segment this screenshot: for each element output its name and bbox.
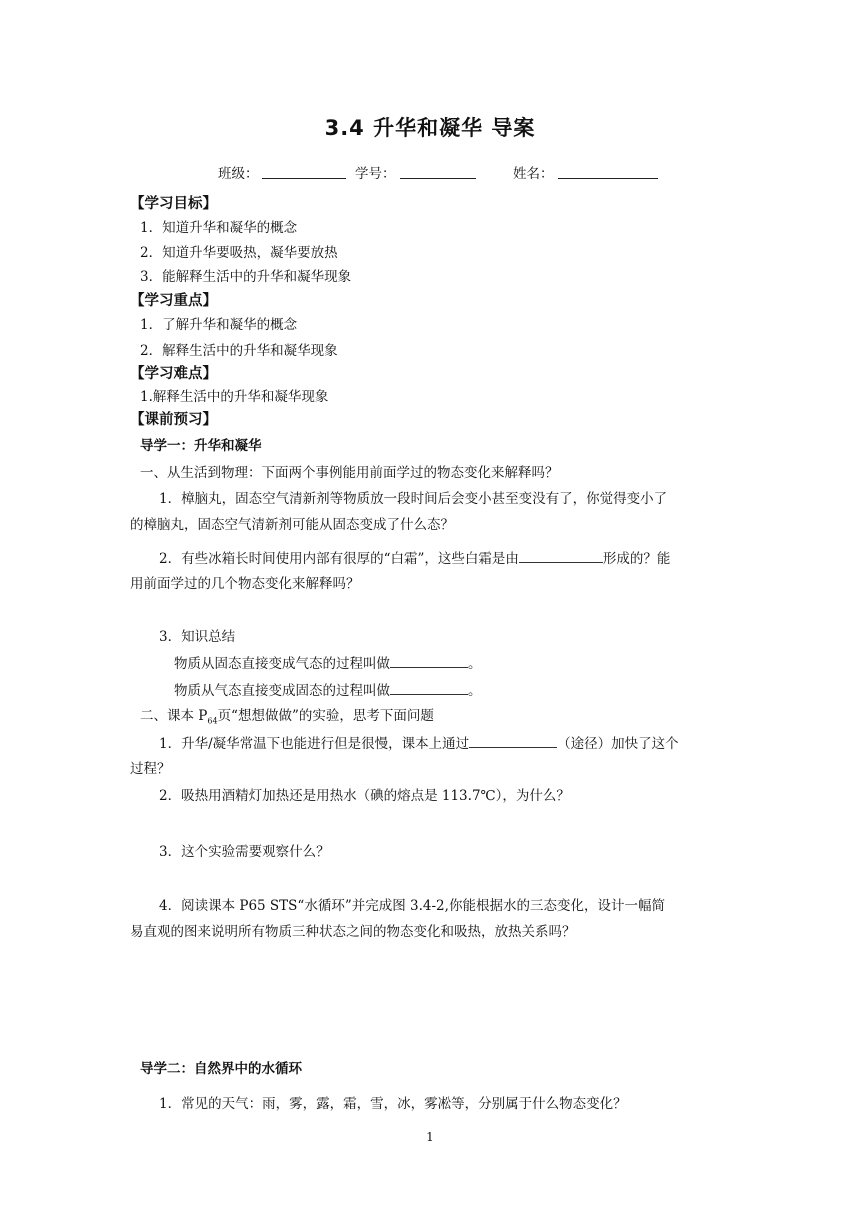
question-3: 3．知识总结 bbox=[159, 629, 236, 645]
summary-sublimation bbox=[174, 653, 482, 674]
goal-item: 1．知道升华和凝华的概念 bbox=[140, 220, 298, 236]
part2-q1-text-a: 1．升华/凝华常温下也能进行但是很慢，课本上通过 bbox=[159, 736, 470, 752]
summary-deposition bbox=[174, 680, 482, 701]
class-blank[interactable] bbox=[262, 162, 346, 179]
preview-heading: 【课前预习】 bbox=[130, 412, 217, 428]
period: 。 bbox=[468, 656, 482, 672]
question-2-text-a: 2．有些冰箱长时间使用内部有很厚的“白霜”，这些白霜是由 bbox=[159, 551, 519, 567]
page-number: 1 bbox=[426, 1130, 434, 1144]
difficulties-heading: 【学习难点】 bbox=[130, 366, 217, 382]
question-2-line-1 bbox=[159, 548, 670, 569]
part2-q4-line-2: 易直观的图来说明所有物质三种状态之间的物态变化和吸热，放热关系吗？ bbox=[130, 924, 576, 940]
page-title: 3.4 升华和凝华 导案 bbox=[324, 116, 536, 140]
part2-q1-text-b: （途径）加快了这个 bbox=[557, 736, 679, 752]
guide2-title: 导学二：自然界中的水循环 bbox=[140, 1061, 302, 1077]
goals-heading: 【学习目标】 bbox=[130, 196, 217, 212]
summary-sublimation-text: 物质从固态直接变成气态的过程叫做 bbox=[174, 656, 390, 672]
part2-q3: 3．这个实验需要观察什么？ bbox=[159, 844, 330, 860]
guide1-title: 导学一：升华和凝华 bbox=[140, 438, 262, 454]
name-label: 姓名： bbox=[513, 166, 554, 182]
summary-deposition-text: 物质从气态直接变成固态的过程叫做 bbox=[174, 683, 390, 699]
question-2-blank[interactable] bbox=[519, 548, 603, 563]
question-2-text-b: 形成的？能 bbox=[602, 551, 671, 567]
key-point-item: 1．了解升华和凝华的概念 bbox=[140, 317, 298, 333]
part1-question: 一、从生活到物理：下面两个事例能用前面学过的物态变化来解释吗？ bbox=[140, 465, 559, 481]
method-blank[interactable] bbox=[469, 733, 557, 748]
goal-item: 3．能解释生活中的升华和凝华现象 bbox=[140, 269, 352, 285]
part2-q4-line-1: 4．阅读课本 P65 STS“水循环”并完成图 3.4-2,你能根据水的三态变化，设计一幅简 bbox=[159, 898, 665, 914]
part2-question bbox=[140, 706, 434, 732]
part2-q1-line-1 bbox=[159, 733, 679, 754]
student-id-blank[interactable] bbox=[400, 162, 476, 179]
period: 。 bbox=[468, 683, 482, 699]
key-point-item: 2．解释生活中的升华和凝华现象 bbox=[140, 343, 338, 359]
goal-item: 2．知道升华要吸热，凝华要放热 bbox=[140, 245, 338, 261]
deposition-blank[interactable] bbox=[390, 680, 468, 695]
question-1-line-1: 1．樟脑丸，固态空气清新剂等物质放一段时间后会变小甚至变没有了，你觉得变小了 bbox=[159, 491, 668, 507]
difficulty-item: 1.解释生活中的升华和凝华现象 bbox=[140, 389, 329, 405]
question-1-line-2: 的樟脑丸，固态空气清新剂可能从固态变成了什么态？ bbox=[130, 517, 454, 533]
key-points-heading: 【学习重点】 bbox=[130, 293, 217, 309]
page-subscript: 64 bbox=[207, 716, 218, 726]
class-label: 班级： bbox=[218, 166, 259, 182]
student-id-label: 学号： bbox=[355, 166, 396, 182]
part2-text-a: 二、课本 P bbox=[140, 708, 208, 724]
name-blank[interactable] bbox=[558, 162, 658, 179]
guide2-question-1: 1．常见的天气：雨，雾，露，霜，雪，冰，雾凇等，分别属于什么物态变化？ bbox=[159, 1096, 627, 1112]
part2-q1-line-2: 过程？ bbox=[130, 761, 171, 777]
part2-text-b: 页“想想做做”的实验，思考下面问题 bbox=[217, 708, 434, 724]
part2-q2: 2．吸热用酒精灯加热还是用热水（碘的熔点是 113.7℃），为什么？ bbox=[159, 788, 570, 804]
sublimation-blank[interactable] bbox=[390, 653, 468, 668]
question-2-line-2: 用前面学过的几个物态变化来解释吗？ bbox=[130, 576, 360, 592]
